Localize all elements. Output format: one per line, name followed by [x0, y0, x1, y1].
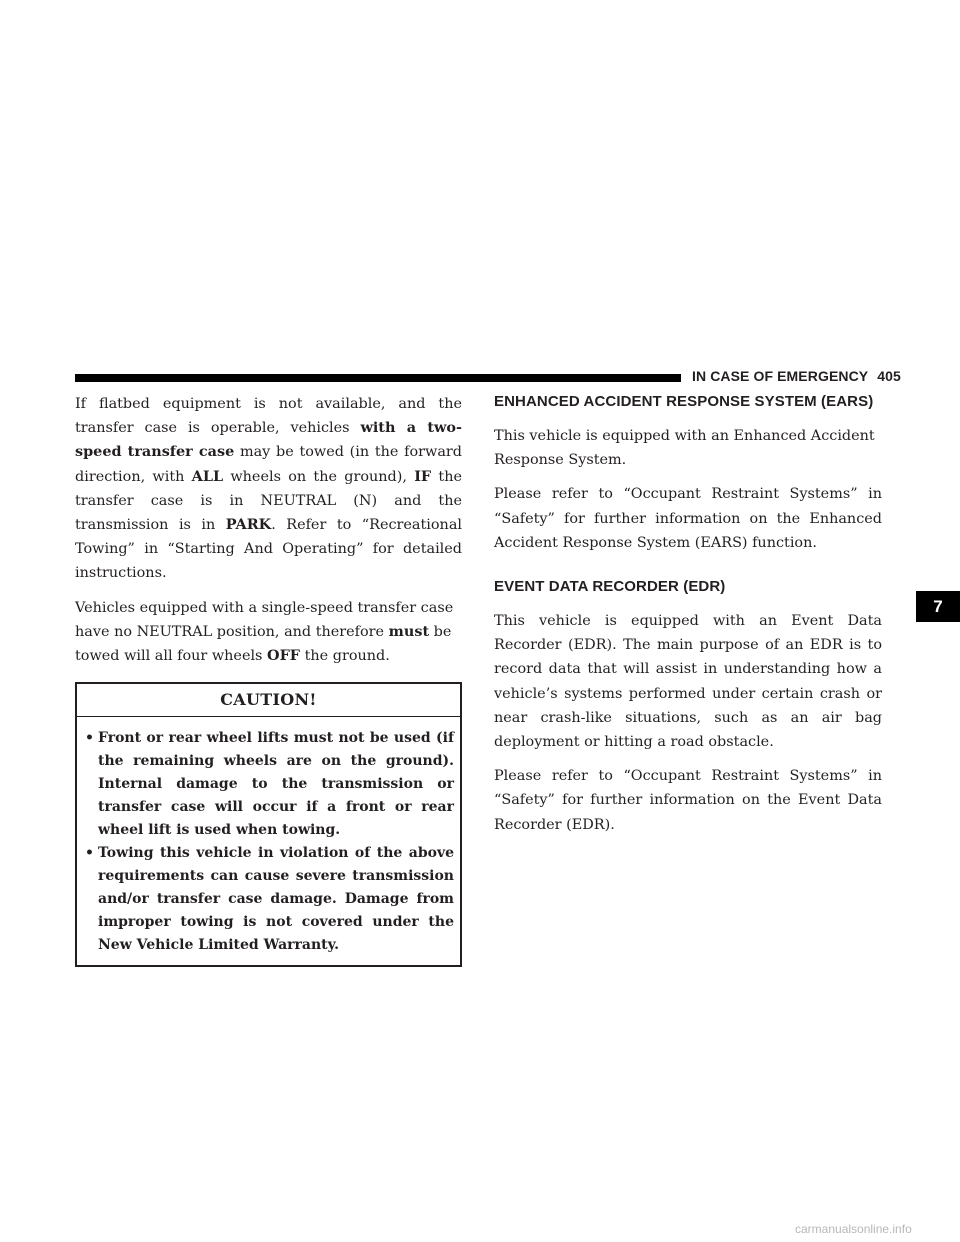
text-run: . Refer to “Recreational Towing” in “Starting And Operating” for detailed instructions. — [75, 517, 462, 582]
text-run: may be towed (in the forward direction, with — [75, 444, 462, 485]
ears-paragraph-2: Please refer to “Occupant Restraint Systems” in “Safety” for further information on the Enhanced Accident Response System (EARS) function. — [494, 486, 882, 551]
bold-run: must — [388, 622, 430, 640]
bullet-icon: • — [85, 730, 94, 747]
caution-item-text: Front or rear wheel lifts must not be used (if the remaining wheels are on the ground). Internal damage to the transmission or transfer case will occur if a front or rear wheel lift is used when towing. — [98, 730, 454, 839]
bold-run: ALL — [191, 467, 224, 485]
edr-paragraph-2: Please refer to “Occupant Restraint Systems” in “Safety” for further information on the Event Data Recorder (EDR). — [494, 768, 882, 833]
section-title: IN CASE OF EMERGENCY — [692, 368, 869, 384]
text-run: be towed will all four wheels — [75, 623, 452, 665]
bold-run: with a two-speed transfer case — [75, 419, 463, 461]
bold-run: IF — [414, 467, 432, 485]
chapter-tab: 7 — [916, 591, 960, 622]
watermark: carmanualsonline.info — [795, 1222, 912, 1236]
caution-item — [85, 727, 454, 842]
text-run: the transfer case is in NEUTRAL (N) and the transmission is in — [75, 468, 462, 534]
page-number: 405 — [877, 368, 901, 384]
bold-run: OFF — [267, 647, 301, 665]
caution-box — [75, 682, 462, 967]
running-header — [692, 368, 901, 384]
text-run: wheels on the ground), — [223, 468, 415, 485]
caution-item-text: Towing this vehicle in violation of the above requirements can cause severe transmission and/or transfer case damage. Damage from improper towing is not covered under the New Vehicle Limited Warranty. — [98, 845, 454, 954]
right-column — [494, 392, 882, 847]
ears-heading: ENHANCED ACCIDENT RESPONSE SYSTEM (EARS) — [494, 393, 874, 410]
edr-heading: EVENT DATA RECORDER (EDR) — [494, 578, 726, 596]
flatbed-paragraph — [75, 392, 462, 586]
bullet-icon: • — [85, 845, 94, 862]
caution-list — [77, 717, 460, 965]
left-column — [75, 392, 462, 967]
header-rule — [75, 374, 681, 382]
ears-paragraph-1: This vehicle is equipped with an Enhanced Accident Response System. — [494, 428, 875, 469]
bold-run: PARK — [225, 516, 272, 534]
single-speed-paragraph — [75, 596, 462, 669]
edr-paragraph-1: This vehicle is equipped with an Event Data Recorder (EDR). The main purpose of an EDR is to record data that will assist in understanding how a vehicle’s systems performed under certain crash or near crash-like situations, such as an air bag deployment or hitting a road obstacle. — [494, 613, 882, 751]
text-run: the ground. — [300, 648, 390, 665]
caution-title: CAUTION! — [77, 684, 460, 717]
text-run: Vehicles equipped with a single-speed transfer case have no NEUTRAL position, and therefore — [75, 599, 454, 640]
caution-item — [85, 842, 454, 957]
text-run: If flatbed equipment is not available, and the transfer case is operable, vehicles — [75, 396, 462, 437]
